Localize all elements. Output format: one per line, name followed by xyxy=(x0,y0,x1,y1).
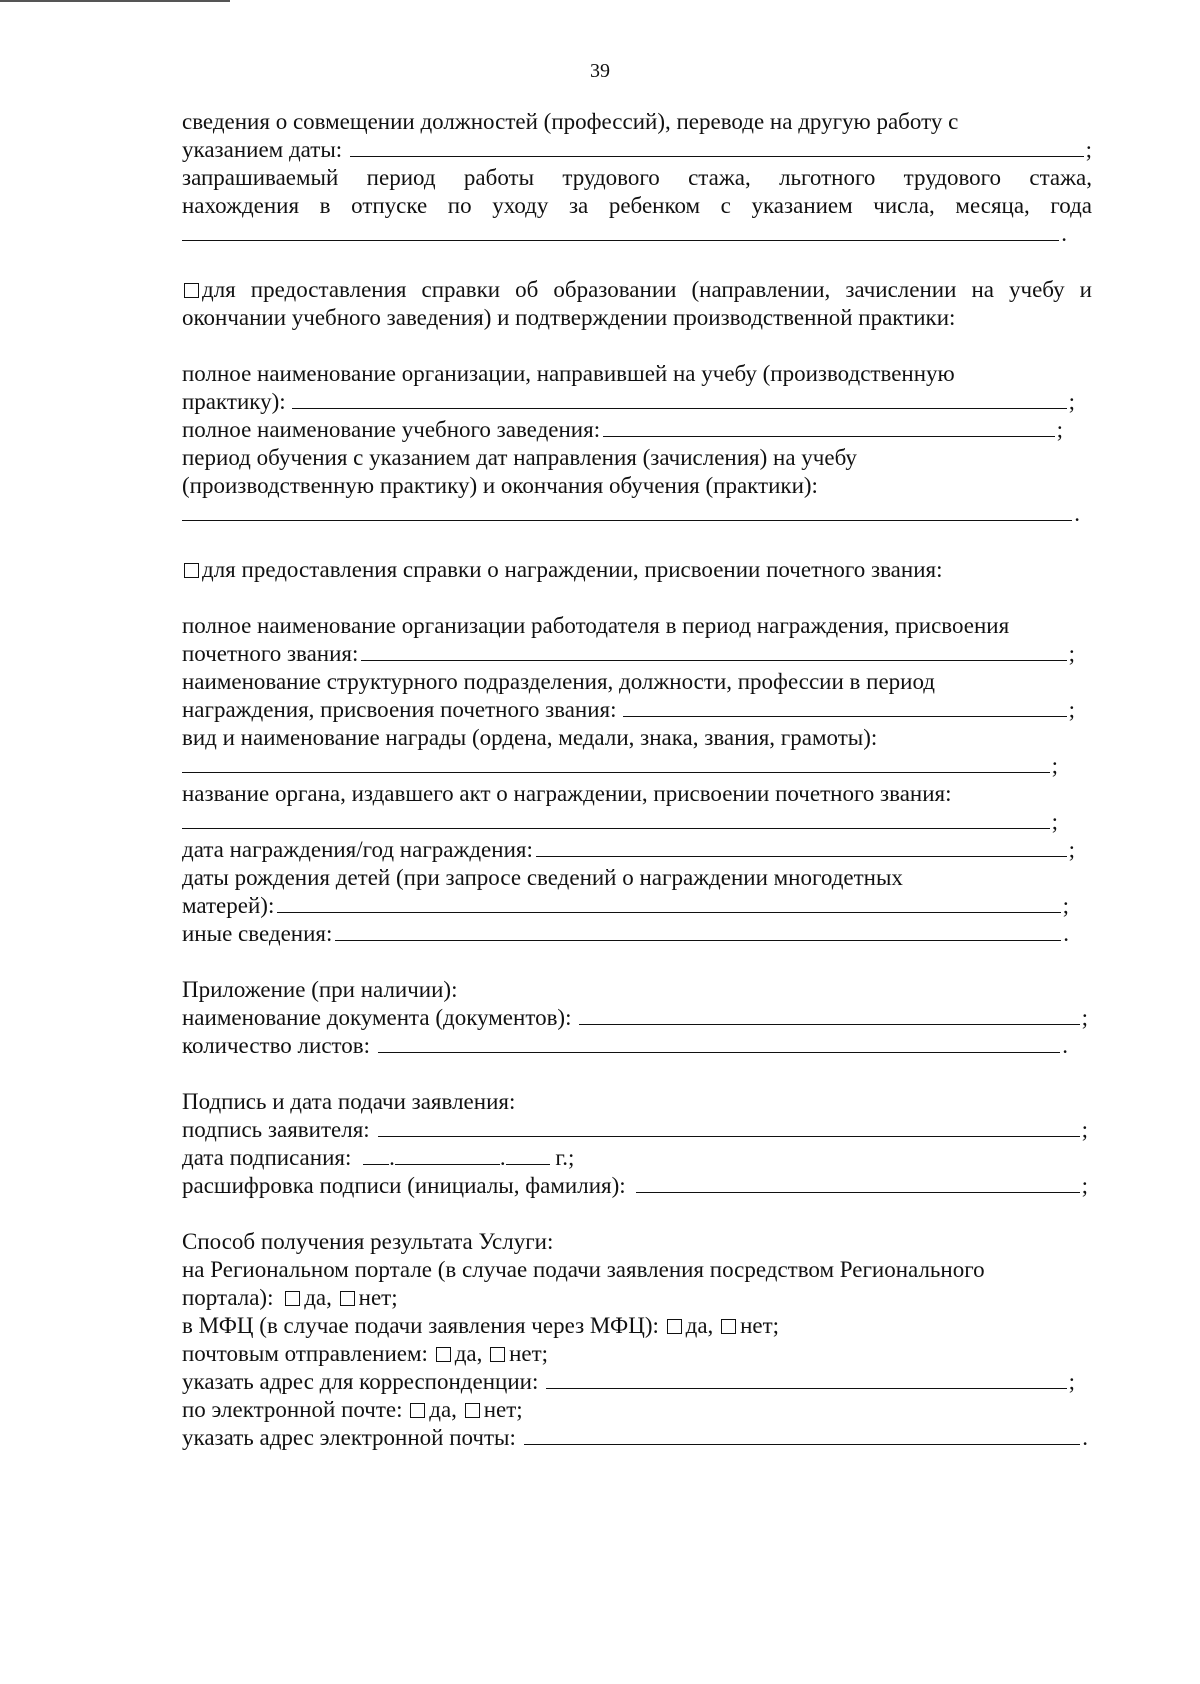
requested-period-field[interactable] xyxy=(182,220,1059,241)
other-info-label: иные сведения: xyxy=(182,921,333,946)
email-address-label: указать адрес электронной почты: xyxy=(182,1425,516,1450)
award-heading: для предоставления справки о награждении, присвоении почетного звания: xyxy=(182,556,1092,584)
requested-period-text-1: запрашиваемый период работы трудового стажа, льготного трудового стажа, xyxy=(182,165,1092,190)
portal-option-line: портала): да, нет; xyxy=(182,1285,398,1310)
signature-line: подпись заявителя: ; xyxy=(182,1117,1088,1142)
post-option-line: почтовым отправлением: да, нет; xyxy=(182,1341,549,1366)
authority-line: ; xyxy=(182,808,1058,836)
sign-day-field[interactable] xyxy=(363,1144,389,1165)
employer-text: полное наименование организации работодателя в период награждения, присвоения xyxy=(182,613,1010,638)
signature-decode-line: расшифровка подписи (инициалы, фамилия): ; xyxy=(182,1173,1088,1198)
unit-line: награждения, присвоения почетного звания: ; xyxy=(182,697,1075,722)
page-number: 39 xyxy=(590,60,610,82)
children-field[interactable] xyxy=(277,892,1060,913)
study-period-text-2: (производственную практику) и окончания обучения (практики): xyxy=(182,473,818,498)
form-content xyxy=(182,108,1092,1452)
post-yes-checkbox[interactable] xyxy=(436,1347,451,1362)
transfer-date-field[interactable] xyxy=(350,136,1083,157)
transfer-date-label: указанием даты: xyxy=(182,137,343,162)
sheets-line: количество листов: . xyxy=(182,1033,1068,1058)
requested-period-text-2: нахождения в отпуске по уходу за ребенком с указанием числа, месяца, года xyxy=(182,193,1092,218)
email-option-line: по электронной почте: да, нет; xyxy=(182,1397,523,1422)
employer-field[interactable] xyxy=(361,640,1066,661)
portal-yes-checkbox[interactable] xyxy=(285,1291,300,1306)
sheets-label: количество листов: xyxy=(182,1033,371,1058)
award-kind-label: вид и наименование награды (ордена, медали, знака, звания, грамоты): xyxy=(182,725,878,750)
scan-edge xyxy=(0,0,230,2)
portal-text: на Региональном портале (в случае подачи заявления посредством Регионального xyxy=(182,1257,985,1282)
study-period-line: . xyxy=(182,500,1080,528)
authority-label: название органа, издавшего акт о награждении, присвоении почетного звания: xyxy=(182,781,952,806)
result-heading: Способ получения результата Услуги: xyxy=(182,1229,554,1254)
portal-no-checkbox[interactable] xyxy=(340,1291,355,1306)
school-field[interactable] xyxy=(603,416,1055,437)
signature-decode-label: расшифровка подписи (инициалы, фамилия): xyxy=(182,1173,626,1198)
award-kind-line: ; xyxy=(182,752,1058,780)
email-no-checkbox[interactable] xyxy=(465,1403,480,1418)
attachment-doc-line: наименование документа (документов): ; xyxy=(182,1005,1088,1030)
unit-field[interactable] xyxy=(623,696,1067,717)
signature-field[interactable] xyxy=(378,1116,1080,1137)
other-info-line: иные сведения: . xyxy=(182,921,1069,946)
email-yes-checkbox[interactable] xyxy=(410,1403,425,1418)
attachment-doc-field[interactable] xyxy=(579,1004,1079,1025)
post-no-checkbox[interactable] xyxy=(490,1347,505,1362)
sending-org-text: полное наименование организации, направившей на учебу (производственную xyxy=(182,361,955,386)
study-period-field[interactable] xyxy=(182,500,1072,521)
children-text: даты рождения детей (при запросе сведений о награждении многодетных xyxy=(182,865,903,890)
sign-year-suffix: г.; xyxy=(555,1145,575,1170)
email-address-line: указать адрес электронной почты: . xyxy=(182,1425,1088,1450)
sheets-field[interactable] xyxy=(378,1032,1060,1053)
authority-field[interactable] xyxy=(182,808,1050,829)
attachment-heading: Приложение (при наличии): xyxy=(182,977,458,1002)
employer-label: почетного звания: xyxy=(182,641,359,666)
other-info-field[interactable] xyxy=(335,920,1061,941)
children-label: матерей): xyxy=(182,893,275,918)
mfc-no-checkbox[interactable] xyxy=(721,1319,736,1334)
sending-org-line: практику): ; xyxy=(182,389,1075,414)
study-period-text-1: период обучения с указанием дат направления (зачисления) на учебу xyxy=(182,445,857,470)
education-heading-1: для предоставления справки об образовании (направлении, зачислении на учебу и xyxy=(182,276,1092,304)
employer-line: почетного звания: ; xyxy=(182,641,1075,666)
attachment-doc-label: наименование документа (документов): xyxy=(182,1005,572,1030)
school-label: полное наименование учебного заведения: xyxy=(182,417,601,442)
school-line: полное наименование учебного заведения: ; xyxy=(182,417,1063,442)
sign-year-field[interactable] xyxy=(506,1144,550,1165)
mfc-option-line: в МФЦ (в случае подачи заявления через МФЦ): да, нет; xyxy=(182,1313,780,1338)
award-checkbox[interactable] xyxy=(184,563,199,578)
signature-decode-field[interactable] xyxy=(636,1172,1080,1193)
mfc-yes-checkbox[interactable] xyxy=(667,1319,682,1334)
award-date-line: дата награждения/год награждения: ; xyxy=(182,837,1075,862)
education-heading-2: окончании учебного заведения) и подтверждении производственной практики: xyxy=(182,305,956,330)
mail-address-field[interactable] xyxy=(546,1368,1066,1389)
mail-address-label: указать адрес для корреспонденции: xyxy=(182,1369,539,1394)
award-date-label: дата награждения/год награждения: xyxy=(182,837,533,862)
signature-label: подпись заявителя: xyxy=(182,1117,370,1142)
email-address-field[interactable] xyxy=(524,1424,1080,1445)
requested-period-line: . xyxy=(182,220,1067,248)
unit-text: наименование структурного подразделения, должности, профессии в период xyxy=(182,669,936,694)
signature-heading: Подпись и дата подачи заявления: xyxy=(182,1089,516,1114)
sending-org-field[interactable] xyxy=(292,388,1067,409)
sending-org-label: практику): xyxy=(182,389,286,414)
education-checkbox[interactable] xyxy=(184,283,199,298)
unit-label: награждения, присвоения почетного звания: xyxy=(182,697,617,722)
award-date-field[interactable] xyxy=(536,836,1067,857)
sign-month-field[interactable] xyxy=(395,1144,500,1165)
mail-address-line: указать адрес для корреспонденции: ; xyxy=(182,1369,1075,1394)
transfer-date-line: указанием даты: ; xyxy=(182,137,1092,162)
sign-date-line: дата подписания: . . г.; xyxy=(182,1145,575,1170)
children-line: матерей): ; xyxy=(182,893,1069,918)
employment-transfer-text: сведения о совмещении должностей (профессий), переводе на другую работу с xyxy=(182,109,959,134)
sign-date-label: дата подписания: xyxy=(182,1145,352,1170)
award-kind-field[interactable] xyxy=(182,752,1050,773)
